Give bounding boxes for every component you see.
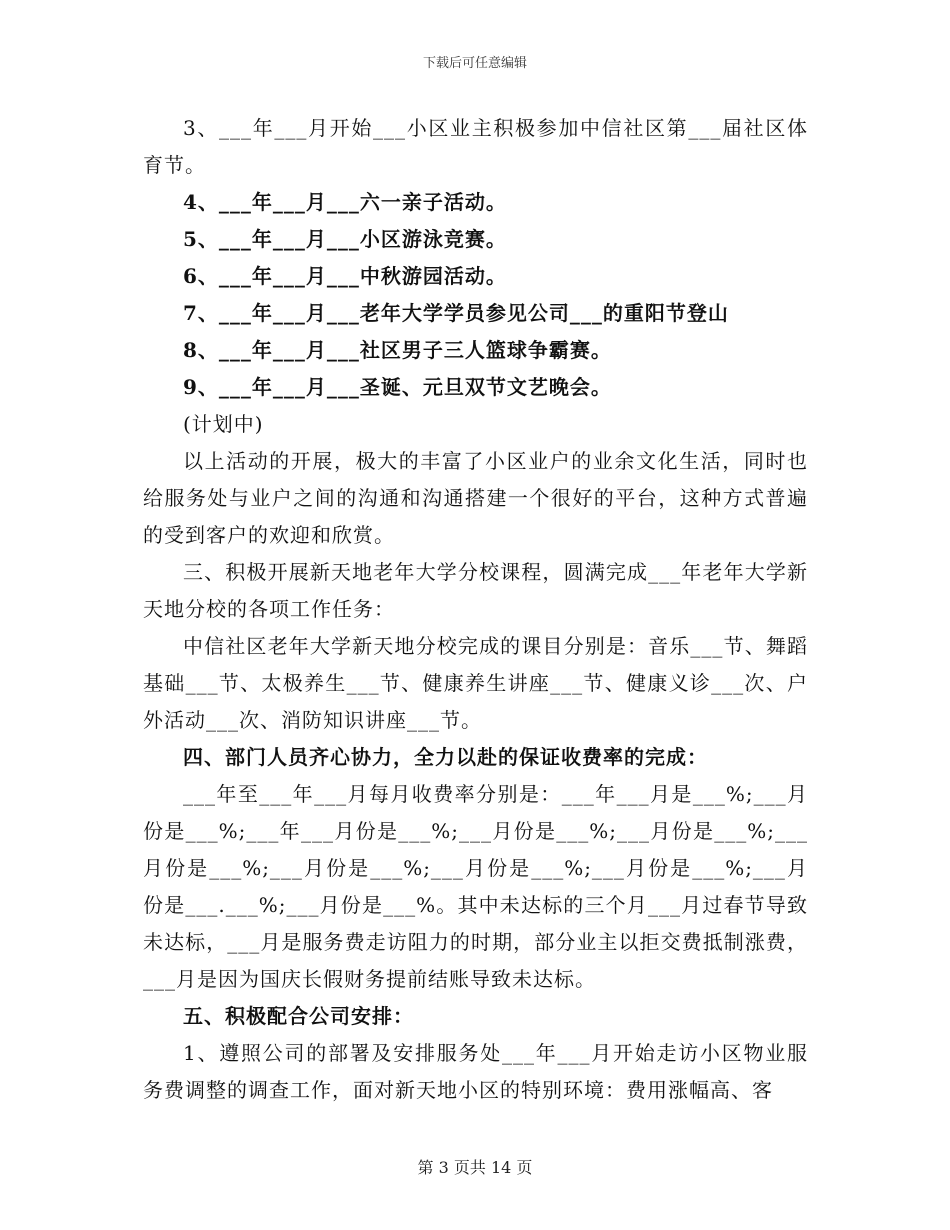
page-number: 第 3 页共 14 页 [417,1158,533,1177]
page-header-note: 下载后可任意编辑 [422,56,527,71]
section-heading: 三、积极开展新天地老年大学分校课程，圆满完成___年老年大学新天地分校的各项工作任务： [143,560,808,621]
paragraph: 以上活动的开展，极大的丰富了小区业户的业余文化生活，同时也给服务处与业户之间的沟通和沟通搭建一个很好的平台，这种方式普遍的受到客户的欢迎和欣赏。 [143,449,808,547]
paragraph: 3、___年___月开始___小区业主积极参加中信社区第___届社区体育节。 [143,116,808,177]
paragraph: (计划中) [183,412,264,436]
paragraph: 9、___年___月___圣诞、元旦双节文艺晚会。 [183,375,612,399]
section-heading: 五、积极配合公司安排： [183,1004,414,1028]
section-heading: 四、部门人员齐心协力，全力以赴的保证收费率的完成： [183,745,708,769]
paragraph: ___年至___年___月每月收费率分别是：___年___月是___%;___月份是___%;___年___月份是___%;___月份是___%;___月份是___%;___月份是___%;___月份是___%;___月份是___%;___月份是___%;___月份是___.___%;___月份是___%。其中未达标的三个月___月过春节导致未达标，___月是服务费走访阻力的时期，部分业主以拒交费抵制涨费，___月是因为国庆长假财务提前结账导致未达标。 [143,782,808,991]
paragraph: 8、___年___月___社区男子三人篮球争霸赛。 [183,338,612,362]
paragraph: 中信社区老年大学新天地分校完成的课目分别是：音乐___节、舞蹈基础___节、太极养生___节、健康养生讲座___节、健康义诊___次、户外活动___次、消防知识讲座___节。 [143,634,808,732]
paragraph: 4、___年___月___六一亲子活动。 [183,190,507,214]
document-body [143,110,808,1109]
paragraph: 5、___年___月___小区游泳竞赛。 [183,227,507,251]
paragraph: 7、___年___月___老年大学学员参见公司___的重阳节登山 [183,301,729,325]
paragraph: 1、遵照公司的部署及安排服务处___年___月开始走访小区物业服务费调整的调查工作，面对新天地小区的特别环境：费用涨幅高、客 [143,1041,808,1102]
paragraph: 6、___年___月___中秋游园活动。 [183,264,507,288]
